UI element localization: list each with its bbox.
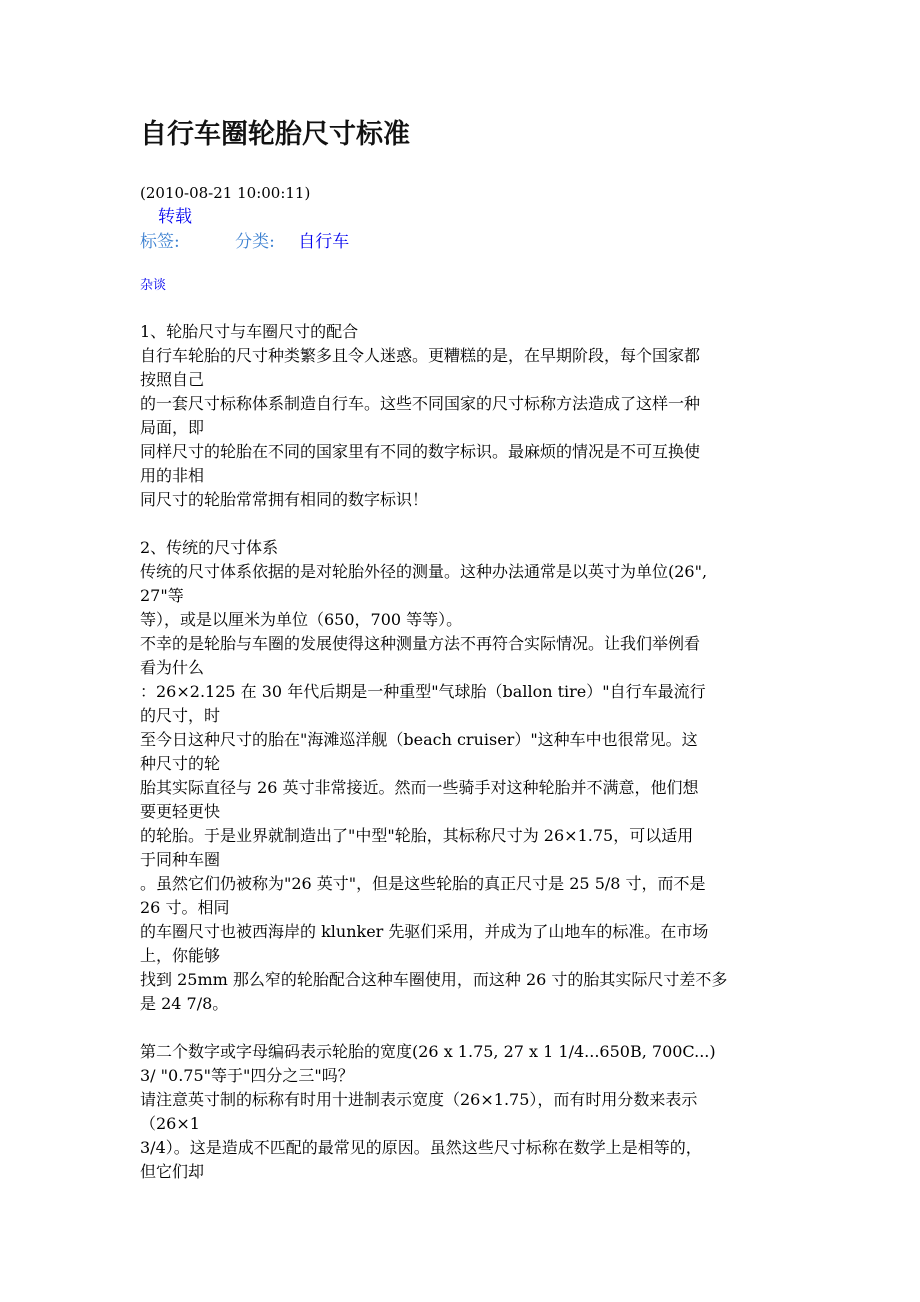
body-line: 27"等 — [140, 586, 184, 605]
article-date: (2010-08-21 10:00:11) — [140, 184, 311, 202]
body-line: 2、传统的尺寸体系 — [140, 538, 279, 557]
body-line: 找到 25mm 那么窄的轮胎配合这种车圈使用，而这种 26 寸的胎其实际尺寸差不多 — [140, 970, 728, 989]
article-title: 自行车圈轮胎尺寸标准 — [140, 119, 410, 150]
article-body — [140, 320, 790, 1184]
body-line: ：26×2.125 在 30 年代后期是一种重型"气球胎（ballon tire）"自行车最流行 — [140, 682, 706, 701]
body-line: 按照自己 — [140, 370, 205, 389]
body-line: 3/4）。这是造成不匹配的最常见的原因。虽然这些尺寸标称在数学上是相等的， — [140, 1138, 702, 1157]
body-line: 种尺寸的轮 — [140, 754, 221, 773]
category-label: 分类: — [235, 232, 275, 252]
body-line: 看为什么 — [140, 658, 205, 677]
body-line: （26×1 — [140, 1114, 200, 1133]
body-line: 第二个数字或字母编码表示轮胎的宽度(26 x 1.75, 27 x 1 1/4...650B, 700C...) — [140, 1042, 716, 1061]
body-line: 自行车轮胎的尺寸种类繁多且令人迷惑。更糟糕的是，在早期阶段，每个国家都 — [140, 346, 701, 365]
body-line: 的轮胎。于是业界就制造出了"中型"轮胎，其标称尺寸为 26×1.75，可以适用 — [140, 826, 694, 845]
tag-link[interactable]: 杂谈 — [140, 278, 167, 293]
body-line: 传统的尺寸体系依据的是对轮胎外径的测量。这种办法通常是以英寸为单位(26", — [140, 562, 708, 581]
body-line: 局面，即 — [140, 418, 205, 437]
body-line: 3/ "0.75"等于"四分之三"吗？ — [140, 1066, 354, 1085]
category-link[interactable]: 自行车 — [298, 232, 350, 252]
body-line: 不幸的是轮胎与车圈的发展使得这种测量方法不再符合实际情况。让我们举例看 — [140, 634, 701, 653]
body-line: 要更轻更快 — [140, 802, 221, 821]
tags-label: 标签: — [140, 232, 180, 252]
body-line: 但它们却 — [140, 1162, 205, 1181]
body-line: 同样尺寸的轮胎在不同的国家里有不同的数字标识。最麻烦的情况是不可互换使 — [140, 442, 701, 461]
body-line: 请注意英寸制的标称有时用十进制表示宽度（26×1.75），而有时用分数来表示 — [140, 1090, 698, 1109]
body-line: 至今日这种尺寸的胎在"海滩巡洋舰（beach cruiser）"这种车中也很常见。这 — [140, 730, 698, 749]
body-line: 的车圈尺寸也被西海岸的 klunker 先驱们采用，并成为了山地车的标准。在市场 — [140, 922, 709, 941]
body-line: 于同种车圈 — [140, 850, 221, 869]
body-line: 用的非相 — [140, 466, 205, 485]
body-line: 是 24 7/8。 — [140, 994, 229, 1013]
blank-line — [140, 512, 790, 536]
body-line: 。虽然它们仍被称为"26 英寸"，但是这些轮胎的真正尺寸是 25 5/8 寸，而不是 — [140, 874, 706, 893]
repost-link[interactable]: 转载 — [158, 207, 192, 227]
body-line: 同尺寸的轮胎常常拥有相同的数字标识！ — [140, 490, 429, 509]
body-line: 胎其实际直径与 26 英寸非常接近。然而一些骑手对这种轮胎并不满意，他们想 — [140, 778, 699, 797]
article-meta — [140, 230, 349, 254]
blank-line — [140, 1016, 790, 1040]
body-line: 上，你能够 — [140, 946, 221, 965]
body-line: 的尺寸，时 — [140, 706, 221, 725]
body-line: 26 寸。相同 — [140, 898, 230, 917]
body-line: 的一套尺寸标称体系制造自行车。这些不同国家的尺寸标称方法造成了这样一种 — [140, 394, 701, 413]
body-line: 1、轮胎尺寸与车圈尺寸的配合 — [140, 322, 359, 341]
body-line: 等），或是以厘米为单位（650，700 等等）。 — [140, 610, 463, 629]
